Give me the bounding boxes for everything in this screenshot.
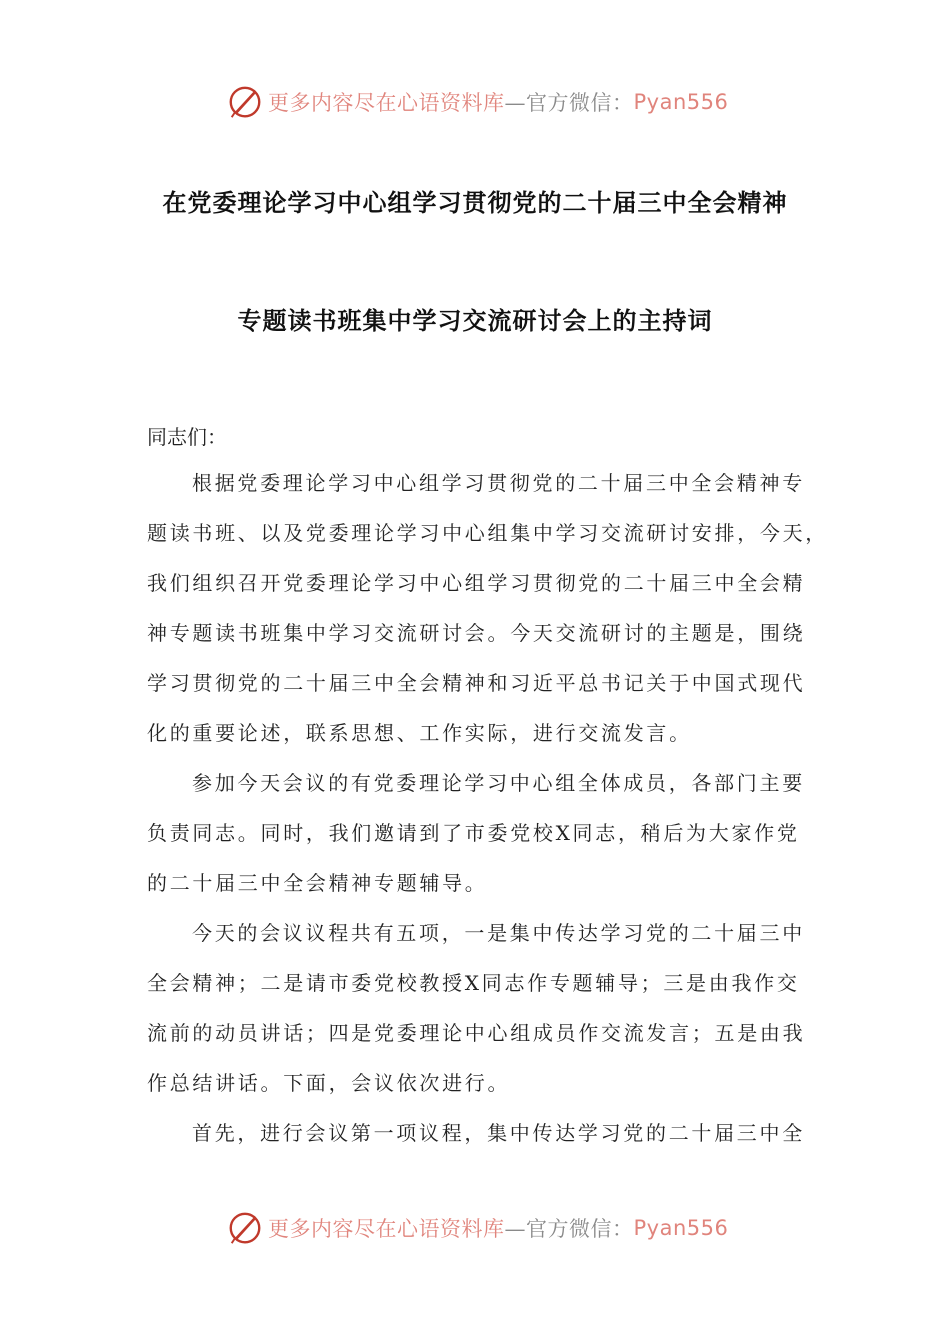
banner-site-text: 更多内容尽在心语资料库 xyxy=(268,1217,505,1241)
salutation: 同志们： xyxy=(147,425,227,449)
header-watermark-banner xyxy=(226,82,746,122)
document-title-line-2: 专题读书班集中学习交流研讨会上的主持词 xyxy=(237,307,713,335)
body-line: 作总结讲话。下面，会议依次进行。 xyxy=(147,1071,511,1095)
body-line: 题读书班、以及党委理论学习中心组集中学习交流研讨安排，今天， xyxy=(147,521,828,545)
body-line: 学习贯彻党的二十届三中全会精神和习近平总书记关于中国式现代 xyxy=(147,671,806,695)
body-line: 全会精神；二是请市委党校教授X同志作专题辅导；三是由我作交 xyxy=(147,971,800,995)
body-line: 今天的会议议程共有五项，一是集中传达学习党的二十届三中 xyxy=(192,921,805,945)
body-line: 神专题读书班集中学习交流研讨会。今天交流研讨的主题是，围绕 xyxy=(147,621,806,645)
footer-watermark-banner xyxy=(226,1208,746,1248)
banner-wechat-label: —官方微信： xyxy=(504,91,634,115)
body-line: 流前的动员讲话；四是党委理论中心组成员作交流发言；五是由我 xyxy=(147,1021,806,1045)
body-line: 的二十届三中全会精神专题辅导。 xyxy=(147,871,488,895)
body-line: 参加今天会议的有党委理论学习中心组全体成员，各部门主要 xyxy=(192,771,805,795)
body-line: 负责同志。同时，我们邀请到了市委党校X同志，稍后为大家作党 xyxy=(147,821,800,845)
body-line: 根据党委理论学习中心组学习贯彻党的二十届三中全会精神专 xyxy=(192,471,805,495)
banner-wechat-id: Pyan556 xyxy=(633,1216,729,1240)
document-body xyxy=(147,458,828,1158)
quill-pen-logo-icon xyxy=(226,1209,264,1247)
quill-pen-logo-icon xyxy=(226,83,264,121)
body-line: 化的重要论述，联系思想、工作实际，进行交流发言。 xyxy=(147,721,692,745)
body-line: 首先，进行会议第一项议程，集中传达学习党的二十届三中全 xyxy=(192,1121,805,1145)
banner-site-text: 更多内容尽在心语资料库 xyxy=(268,91,505,115)
body-line: 我们组织召开党委理论学习中心组学习贯彻党的二十届三中全会精 xyxy=(147,571,806,595)
banner-wechat-label: —官方微信： xyxy=(504,1217,634,1241)
document-title-line-1: 在党委理论学习中心组学习贯彻党的二十届三中全会精神 xyxy=(162,189,788,217)
banner-wechat-id: Pyan556 xyxy=(633,90,729,114)
